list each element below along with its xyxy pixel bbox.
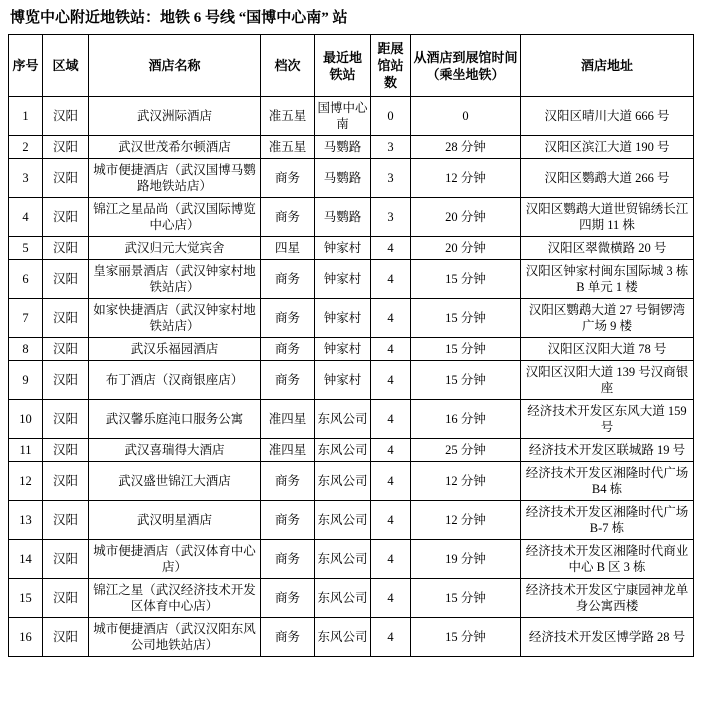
column-header-hotel-name: 酒店名称 [89,35,261,97]
cell-hotel-name: 武汉馨乐庭沌口服务公寓 [89,400,261,439]
table-row [9,501,694,540]
cell-stop-count: 3 [371,136,411,159]
cell-address: 经济技术开发区博学路 28 号 [521,618,694,657]
cell-travel-time: 15 分钟 [411,618,521,657]
cell-area: 汉阳 [43,198,89,237]
table-row [9,361,694,400]
cell-stop-count: 4 [371,501,411,540]
cell-hotel-name: 武汉明星酒店 [89,501,261,540]
cell-stop-count: 4 [371,400,411,439]
cell-hotel-name: 武汉乐福园酒店 [89,338,261,361]
cell-travel-time: 15 分钟 [411,338,521,361]
cell-area: 汉阳 [43,237,89,260]
cell-travel-time: 20 分钟 [411,237,521,260]
cell-hotel-name: 城市便捷酒店（武汉国博马鹦路地铁站店） [89,159,261,198]
cell-grade: 商务 [261,159,315,198]
cell-address: 汉阳区汉阳大道 78 号 [521,338,694,361]
cell-grade: 准五星 [261,136,315,159]
cell-address: 汉阳区滨江大道 190 号 [521,136,694,159]
table-row [9,237,694,260]
table-row [9,159,694,198]
cell-stop-count: 0 [371,97,411,136]
cell-index: 5 [9,237,43,260]
column-header-address: 酒店地址 [521,35,694,97]
cell-index: 9 [9,361,43,400]
column-header-area: 区域 [43,35,89,97]
cell-travel-time: 12 分钟 [411,159,521,198]
cell-travel-time: 15 分钟 [411,260,521,299]
cell-grade: 商务 [261,198,315,237]
cell-index: 6 [9,260,43,299]
cell-travel-time: 12 分钟 [411,501,521,540]
cell-area: 汉阳 [43,338,89,361]
cell-address: 汉阳区晴川大道 666 号 [521,97,694,136]
cell-index: 1 [9,97,43,136]
cell-hotel-name: 锦江之星（武汉经济技术开发区体育中心店） [89,579,261,618]
cell-address: 经济技术开发区宁康园神龙单身公寓西楼 [521,579,694,618]
cell-hotel-name: 锦江之星品尚（武汉国际博览中心店） [89,198,261,237]
cell-nearest-station: 钟家村 [315,361,371,400]
table-row [9,198,694,237]
cell-address: 汉阳区钟家村闽东国际城 3 栋 B 单元 1 楼 [521,260,694,299]
cell-hotel-name: 武汉世茂希尔顿酒店 [89,136,261,159]
cell-index: 10 [9,400,43,439]
column-header-stop-count: 距展馆站数 [371,35,411,97]
cell-nearest-station: 马鹦路 [315,159,371,198]
cell-address: 汉阳区鹦鹉大道世贸锦绣长江四期 11 株 [521,198,694,237]
cell-grade: 商务 [261,579,315,618]
cell-index: 3 [9,159,43,198]
cell-travel-time: 16 分钟 [411,400,521,439]
cell-nearest-station: 马鹦路 [315,136,371,159]
cell-hotel-name: 皇家丽景酒店（武汉钟家村地铁站店） [89,260,261,299]
table-row [9,260,694,299]
cell-index: 14 [9,540,43,579]
column-header-travel-time: 从酒店到展馆时间（乘坐地铁） [411,35,521,97]
cell-nearest-station: 东风公司 [315,439,371,462]
cell-stop-count: 4 [371,579,411,618]
cell-address: 经济技术开发区湘隆时代商业中心 B 区 3 栋 [521,540,694,579]
table-row [9,299,694,338]
cell-area: 汉阳 [43,439,89,462]
page-title: 博览中心附近地铁站：地铁 6 号线 “国博中心南” 站 [10,10,348,26]
cell-index: 16 [9,618,43,657]
cell-stop-count: 4 [371,237,411,260]
cell-address: 经济技术开发区联城路 19 号 [521,439,694,462]
cell-grade: 准五星 [261,97,315,136]
cell-area: 汉阳 [43,136,89,159]
cell-address: 汉阳区鹦鹉大道 27 号铜锣湾广场 9 楼 [521,299,694,338]
cell-travel-time: 28 分钟 [411,136,521,159]
cell-grade: 商务 [261,618,315,657]
cell-travel-time: 20 分钟 [411,198,521,237]
cell-hotel-name: 城市便捷酒店（武汉汉阳东风公司地铁站店） [89,618,261,657]
cell-index: 8 [9,338,43,361]
cell-index: 7 [9,299,43,338]
cell-hotel-name: 武汉归元大觉宾舍 [89,237,261,260]
cell-travel-time: 15 分钟 [411,579,521,618]
cell-stop-count: 4 [371,462,411,501]
cell-travel-time: 0 [411,97,521,136]
cell-travel-time: 25 分钟 [411,439,521,462]
column-header-nearest-station: 最近地铁站 [315,35,371,97]
cell-stop-count: 3 [371,159,411,198]
cell-stop-count: 4 [371,299,411,338]
nearby-hotels-table [8,34,694,657]
table-row [9,579,694,618]
cell-hotel-name: 城市便捷酒店（武汉体育中心店） [89,540,261,579]
cell-travel-time: 19 分钟 [411,540,521,579]
column-header-grade: 档次 [261,35,315,97]
table-header-row [9,35,694,97]
cell-index: 4 [9,198,43,237]
cell-hotel-name: 武汉洲际酒店 [89,97,261,136]
cell-area: 汉阳 [43,618,89,657]
cell-grade: 商务 [261,260,315,299]
table-row [9,540,694,579]
table-row [9,439,694,462]
cell-nearest-station: 钟家村 [315,260,371,299]
cell-hotel-name: 如家快捷酒店（武汉钟家村地铁站店） [89,299,261,338]
cell-stop-count: 4 [371,439,411,462]
cell-address: 汉阳区鹦鹉大道 266 号 [521,159,694,198]
cell-nearest-station: 东风公司 [315,462,371,501]
cell-grade: 商务 [261,338,315,361]
table-row [9,136,694,159]
cell-hotel-name: 武汉盛世锦江大酒店 [89,462,261,501]
cell-grade: 商务 [261,540,315,579]
cell-stop-count: 3 [371,198,411,237]
cell-address: 汉阳区汉阳大道 139 号汉商银座 [521,361,694,400]
cell-area: 汉阳 [43,579,89,618]
cell-nearest-station: 国博中心南 [315,97,371,136]
cell-address: 汉阳区翠微横路 20 号 [521,237,694,260]
cell-area: 汉阳 [43,540,89,579]
table-row [9,97,694,136]
cell-index: 13 [9,501,43,540]
cell-address: 经济技术开发区东风大道 159 号 [521,400,694,439]
cell-stop-count: 4 [371,338,411,361]
cell-nearest-station: 东风公司 [315,400,371,439]
cell-grade: 四星 [261,237,315,260]
table-row [9,400,694,439]
cell-grade: 商务 [261,299,315,338]
table-row [9,462,694,501]
cell-nearest-station: 钟家村 [315,338,371,361]
cell-grade: 商务 [261,501,315,540]
cell-nearest-station: 东风公司 [315,540,371,579]
cell-index: 15 [9,579,43,618]
table-body [9,97,694,657]
cell-index: 2 [9,136,43,159]
cell-address: 经济技术开发区湘隆时代广场 B-7 栋 [521,501,694,540]
cell-nearest-station: 马鹦路 [315,198,371,237]
cell-nearest-station: 东风公司 [315,501,371,540]
cell-stop-count: 4 [371,618,411,657]
cell-area: 汉阳 [43,501,89,540]
cell-grade: 商务 [261,361,315,400]
table-row [9,338,694,361]
cell-grade: 准四星 [261,400,315,439]
cell-grade: 准四星 [261,439,315,462]
cell-index: 11 [9,439,43,462]
cell-index: 12 [9,462,43,501]
cell-nearest-station: 东风公司 [315,618,371,657]
cell-nearest-station: 钟家村 [315,299,371,338]
cell-grade: 商务 [261,462,315,501]
cell-hotel-name: 布丁酒店（汉商银座店） [89,361,261,400]
cell-area: 汉阳 [43,299,89,338]
cell-area: 汉阳 [43,361,89,400]
cell-area: 汉阳 [43,462,89,501]
cell-travel-time: 15 分钟 [411,299,521,338]
table-row [9,618,694,657]
cell-stop-count: 4 [371,361,411,400]
cell-stop-count: 4 [371,540,411,579]
cell-hotel-name: 武汉喜瑞得大酒店 [89,439,261,462]
cell-stop-count: 4 [371,260,411,299]
table-header [9,35,694,97]
cell-travel-time: 15 分钟 [411,361,521,400]
cell-nearest-station: 东风公司 [315,579,371,618]
cell-area: 汉阳 [43,97,89,136]
column-header-index: 序号 [9,35,43,97]
cell-area: 汉阳 [43,400,89,439]
cell-travel-time: 12 分钟 [411,462,521,501]
cell-area: 汉阳 [43,159,89,198]
cell-nearest-station: 钟家村 [315,237,371,260]
cell-area: 汉阳 [43,260,89,299]
cell-address: 经济技术开发区湘隆时代广场 B4 栋 [521,462,694,501]
